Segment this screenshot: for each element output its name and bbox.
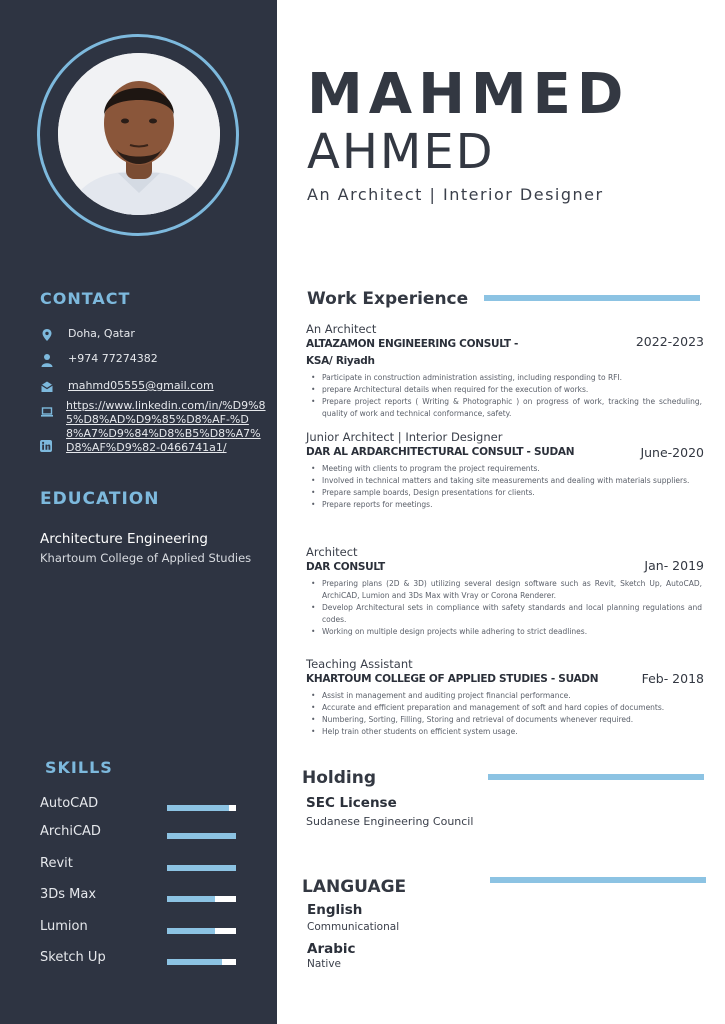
skill-item xyxy=(40,856,240,874)
job-entry xyxy=(306,322,702,420)
location-text: Doha, Qatar xyxy=(68,327,135,340)
last-name: AHMED xyxy=(307,124,495,180)
job-duty: • Help train other students on efficient system usage. xyxy=(306,726,702,738)
skill-item xyxy=(40,796,240,814)
skill-bar-fill xyxy=(167,959,222,965)
language-level: Native xyxy=(307,958,341,970)
skill-item xyxy=(40,887,240,905)
skill-bar-track xyxy=(167,865,236,871)
contact-website xyxy=(40,399,266,455)
skill-bar-fill xyxy=(167,805,229,811)
job-date: Feb- 2018 xyxy=(641,671,704,686)
job-duty: • Numbering, Sorting, Filling, Storing and retrieval of documents whenever required. xyxy=(306,714,702,726)
holding-heading: Holding xyxy=(302,768,377,788)
contact-heading: CONTACT xyxy=(40,289,131,308)
job-duties xyxy=(306,690,702,738)
skill-name: Revit xyxy=(40,856,73,871)
language-name: Arabic xyxy=(307,941,356,957)
language-level: Communicational xyxy=(307,921,400,933)
work-experience-heading: Work Experience xyxy=(307,289,469,309)
job-date: Jan- 2019 xyxy=(644,558,704,573)
job-duty: • Assist in management and auditing project financial performance. xyxy=(306,690,702,702)
job-company: KHARTOUM COLLEGE OF APPLIED STUDIES - SUADN xyxy=(306,673,599,685)
education-heading: EDUCATION xyxy=(40,489,160,509)
job-duty: • Working on multiple design projects while adhering to strict deadlines. xyxy=(306,626,702,638)
skill-name: 3Ds Max xyxy=(40,887,97,902)
job-date: 2022-2023 xyxy=(635,334,704,349)
job-company: ALTAZAMON ENGINEERING CONSULT - KSA/ Riyadh xyxy=(306,338,519,367)
skill-bar-track xyxy=(167,928,236,934)
language-name: English xyxy=(307,902,363,918)
skill-bar-track xyxy=(167,959,236,965)
skill-item xyxy=(40,824,240,842)
job-company: DAR AL ARDARCHITECTURAL CONSULT - SUDAN xyxy=(306,446,575,458)
job-duty: • Prepare project reports ( Writing & Photographic ) on progress of work, tracking the scheduling, quality of work and technical conformance, safety. xyxy=(306,396,702,420)
job-title: An Architect | Interior Designer xyxy=(307,185,604,204)
education-school: Khartoum College of Applied Studies xyxy=(40,551,252,565)
skill-bar-fill xyxy=(167,928,215,934)
job-duty: • Preparing plans (2D & 3D) utilizing several design software such as Revit, Sketch Up, AutoCAD, ArchiCAD, Lumion and 3Ds Max with Vray or Corona Renderer. xyxy=(306,578,702,602)
job-role: Architect xyxy=(306,545,358,559)
skill-bar-fill xyxy=(167,833,236,839)
job-entry xyxy=(306,430,702,511)
job-role: An Architect xyxy=(306,322,377,336)
email-link[interactable]: mahmd05555@gmail.com xyxy=(68,379,214,392)
job-company: DAR CONSULT xyxy=(306,561,385,573)
work-experience-divider xyxy=(484,295,700,301)
first-name: MAHMED xyxy=(307,62,630,127)
job-duty: • Accurate and efficient preparation and management of soft and hard copies of documents. xyxy=(306,702,702,714)
skill-name: Lumion xyxy=(40,919,88,934)
job-date: June-2020 xyxy=(640,445,704,460)
job-duty: • Involved in technical matters and taking site measurements and dealing with materials suppliers. xyxy=(306,475,702,487)
job-duties xyxy=(306,372,702,420)
person-icon xyxy=(40,353,54,367)
job-entry xyxy=(306,545,702,638)
skill-item xyxy=(40,919,240,937)
contact-location xyxy=(40,327,135,342)
skill-bar-fill xyxy=(167,896,215,902)
job-duties xyxy=(306,463,702,511)
profile-photo xyxy=(58,53,220,215)
sidebar xyxy=(0,0,277,1024)
job-duty: • Develop Architectural sets in compliance with safety standards and local planning regulations and codes. xyxy=(306,602,702,626)
job-duty: • Participate in construction administration assisting, including responding to RFI. xyxy=(306,372,702,384)
job-duty: • Prepare reports for meetings. xyxy=(306,499,702,511)
language-divider xyxy=(490,877,706,883)
profile-photo-illustration xyxy=(58,53,220,215)
job-duty: • Meeting with clients to program the project requirements. xyxy=(306,463,702,475)
phone-text: +974 77274382 xyxy=(68,352,158,365)
website-link[interactable]: https://www.linkedin.com/in/%D9%85%D8%AD%D9%85%D8%AF-%D8%A7%D9%84%D8%B5%D8%A7%D8%AF%D9%82-0466741a1/ xyxy=(66,399,266,454)
job-entry xyxy=(306,657,702,738)
laptop-icon xyxy=(40,405,54,419)
envelope-icon xyxy=(40,380,54,394)
skills-heading: SKILLS xyxy=(45,758,113,777)
skill-bar-track xyxy=(167,896,236,902)
skill-bar-track xyxy=(167,805,236,811)
holding-org: Sudanese Engineering Council xyxy=(306,815,474,828)
job-role: Teaching Assistant xyxy=(306,657,413,671)
location-pin-icon xyxy=(40,328,54,342)
skill-name: AutoCAD xyxy=(40,796,99,811)
job-role: Junior Architect | Interior Designer xyxy=(306,430,503,444)
linkedin-icon xyxy=(40,440,52,452)
skill-item xyxy=(40,950,240,968)
contact-email xyxy=(40,379,214,394)
job-duty: • prepare Architectural details when required for the execution of works. xyxy=(306,384,702,396)
language-heading: LANGUAGE xyxy=(302,877,407,897)
holding-divider xyxy=(488,774,704,780)
skill-name: ArchiCAD xyxy=(40,824,101,839)
holding-title: SEC License xyxy=(306,795,397,811)
job-duty: • Prepare sample boards, Design presentations for clients. xyxy=(306,487,702,499)
job-duties xyxy=(306,578,702,638)
skill-name: Sketch Up xyxy=(40,950,106,965)
education-degree: Architecture Engineering xyxy=(40,531,208,547)
skill-bar-track xyxy=(167,833,236,839)
skill-bar-fill xyxy=(167,865,236,871)
contact-phone xyxy=(40,352,158,367)
